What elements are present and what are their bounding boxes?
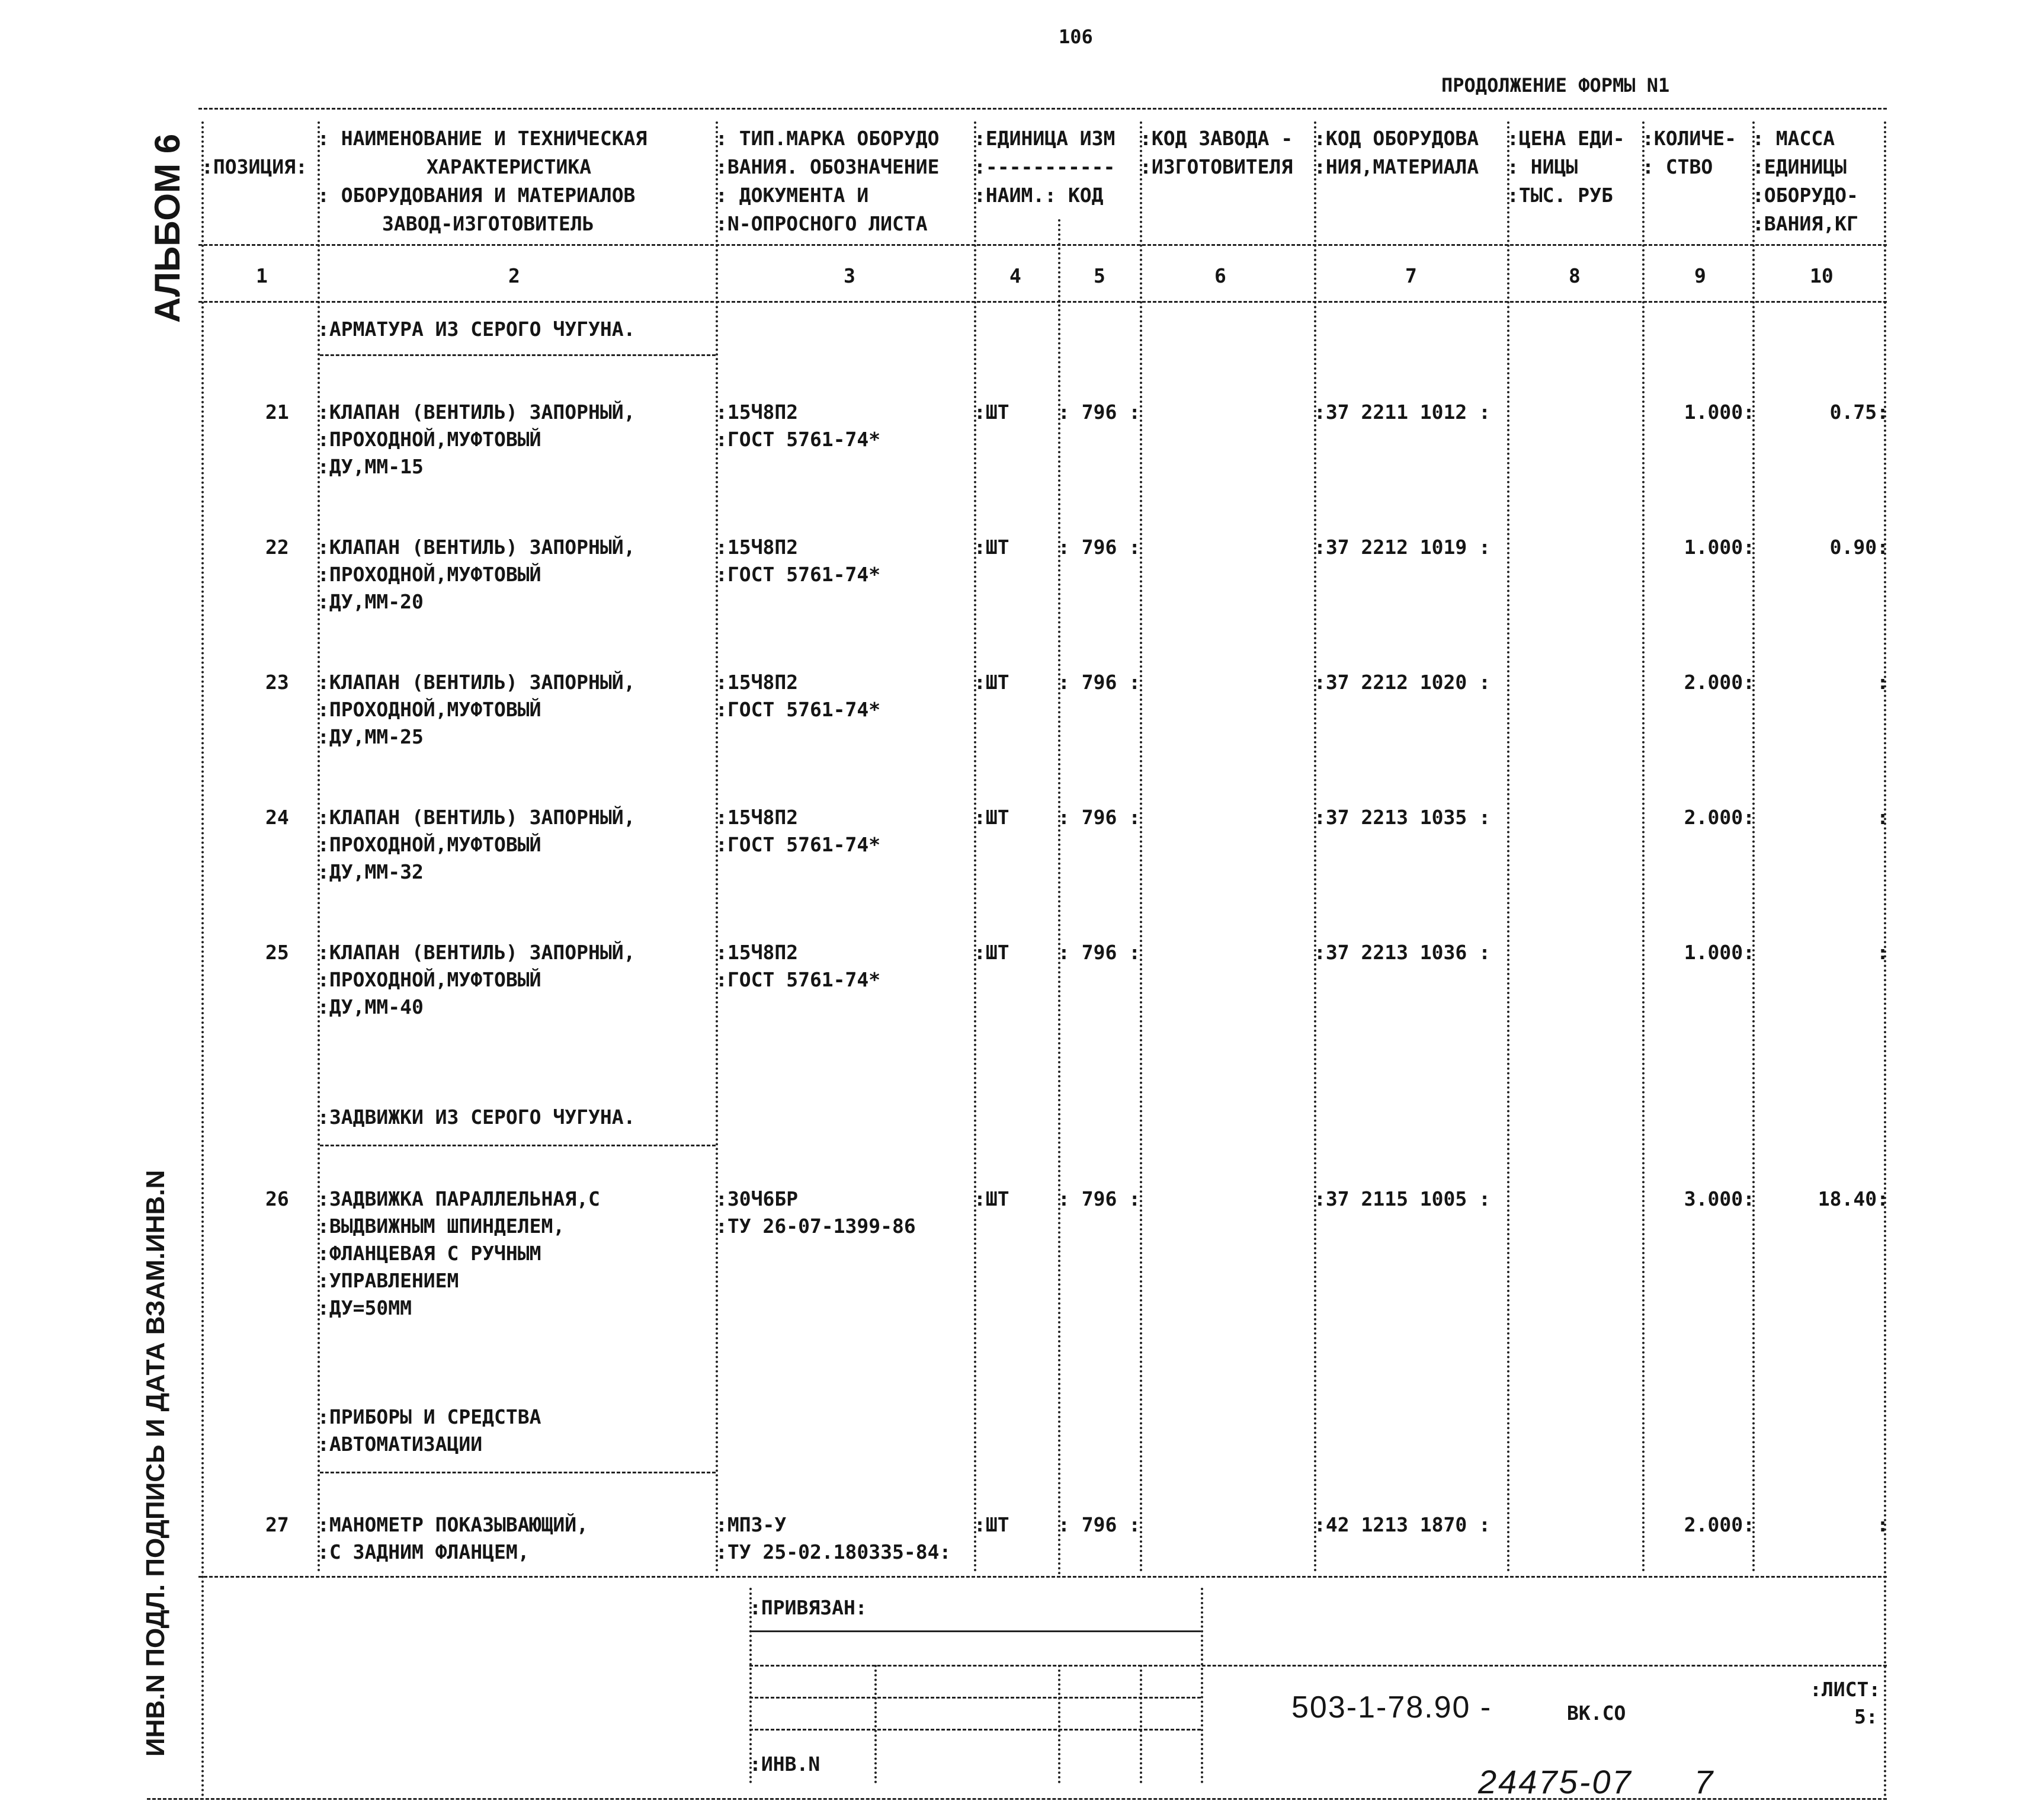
col7-border [1314, 121, 1316, 1573]
header-col2-line2: ХАРАКТЕРИСТИКА [427, 155, 592, 178]
stamp-line [749, 1630, 1201, 1632]
header-col7-line1: :КОД ОБОРУДОВА [1314, 127, 1479, 150]
row-21-name-1: :КЛАПАН (ВЕНТИЛЬ) ЗАПОРНЫЙ, [318, 400, 636, 424]
stamp-inv-label: :ИНВ.N [749, 1752, 820, 1776]
stamp-grid-line [749, 1697, 1201, 1699]
header-col6-line2: :ИЗГОТОВИТЕЛЯ [1140, 155, 1293, 178]
header-col10-line2: :ЕДИНИЦЫ [1752, 155, 1847, 178]
row-27-name-2: :С ЗАДНИМ ФЛАНЦЕМ, [318, 1540, 530, 1563]
row-24-type-1: :15Ч8П2 [716, 806, 799, 829]
row-23-name-1: :КЛАПАН (ВЕНТИЛЬ) ЗАПОРНЫЙ, [318, 671, 636, 694]
section-title-line-2: :АВТОМАТИЗАЦИИ [318, 1433, 483, 1456]
col9-border [1642, 121, 1645, 1573]
side-stamp-label: ИНВ.N ПОДЛ. ПОДПИСЬ И ДАТА ВЗАМ.ИНВ.N [141, 1169, 170, 1757]
handwritten-number: 24475-07 [1478, 1763, 1633, 1800]
col4-border [974, 121, 976, 1573]
row-21-code: : 796 : [1058, 400, 1141, 424]
header-divider [198, 244, 1887, 246]
row-23-name-3: :ДУ,ММ-25 [318, 725, 424, 748]
row-23-mass: : [1877, 671, 1889, 694]
col-number-1: 1 [256, 264, 268, 287]
row-26-pos: 26 [265, 1187, 289, 1210]
row-25-equip-code: :37 2213 1036 : [1314, 941, 1491, 964]
col-number-5: 5 [1094, 264, 1105, 287]
col-number-4: 4 [1009, 264, 1021, 287]
row-21-unit: :ШТ [974, 400, 1009, 424]
stamp-divider [1201, 1588, 1203, 1783]
row-27-mass: : [1877, 1513, 1889, 1536]
row-26-equip-code: :37 2115 1005 : [1314, 1187, 1491, 1210]
row-22-equip-code: :37 2212 1019 : [1314, 536, 1491, 559]
page-number: 106 [1059, 25, 1093, 48]
stamp-divider [874, 1665, 877, 1783]
row-26-unit: :ШТ [974, 1187, 1009, 1210]
header-col3-line2: :ВАНИЯ. ОБОЗНАЧЕНИЕ [716, 155, 940, 178]
row-26-name-2: :ВЫДВИЖНЫМ ШПИНДЕЛЕМ, [318, 1215, 565, 1238]
row-22-unit: :ШТ [974, 536, 1009, 559]
row-26-name-1: :ЗАДВИЖКА ПАРАЛЛЕЛЬНАЯ,С [318, 1187, 600, 1210]
row-22-pos: 22 [265, 536, 289, 559]
stamp-top-line [198, 1576, 1887, 1578]
section-title: :ЗАДВИЖКИ ИЗ СЕРОГО ЧУГУНА. [318, 1106, 636, 1129]
header-col6-line1: :КОД ЗАВОДА - [1140, 127, 1293, 150]
row-26-name-5: :ДУ=50ММ [318, 1296, 412, 1319]
row-27-type-2: :ТУ 25-02.180335-84: [716, 1540, 951, 1563]
row-22-type-1: :15Ч8П2 [716, 536, 799, 559]
section-underline [320, 1145, 716, 1146]
row-23-type-1: :15Ч8П2 [716, 671, 799, 694]
header-col45-line3: :НАИМ.: КОД [974, 184, 1104, 207]
row-21-name-3: :ДУ,ММ-15 [318, 455, 424, 478]
row-25-type-1: :15Ч8П2 [716, 941, 799, 964]
stamp-divider [1058, 1665, 1060, 1783]
row-25-name-3: :ДУ,ММ-40 [318, 995, 424, 1018]
col10-border [1752, 121, 1755, 1573]
row-24-mass: : [1877, 806, 1889, 829]
row-27-name-1: :МАНОМЕТР ПОКАЗЫВАЮЩИЙ, [318, 1513, 588, 1536]
col6-border [1140, 121, 1142, 1573]
header-col3-line4: :N-ОПРОСНОГО ЛИСТА [716, 212, 928, 235]
row-23-code: : 796 : [1058, 671, 1141, 694]
row-23-qty: 2.000: [1684, 671, 1755, 694]
document-code: 503-1-78.90 - [1291, 1690, 1492, 1725]
row-25-name-1: :КЛАПАН (ВЕНТИЛЬ) ЗАПОРНЫЙ, [318, 941, 636, 964]
row-27-pos: 27 [265, 1513, 289, 1536]
stamp-divider [1140, 1665, 1142, 1783]
row-26-code: : 796 : [1058, 1187, 1141, 1210]
row-26-name-3: :ФЛАНЦЕВАЯ С РУЧНЫМ [318, 1242, 541, 1265]
row-24-code: : 796 : [1058, 806, 1141, 829]
row-26-type-2: :ТУ 26-07-1399-86 [716, 1215, 916, 1238]
row-21-type-2: :ГОСТ 5761-74* [716, 428, 881, 451]
sheet-label: :ЛИСТ: [1810, 1678, 1881, 1701]
header-col10-line4: :ВАНИЯ,КГ [1752, 212, 1858, 235]
header-col10-line1: : МАССА [1752, 127, 1835, 150]
col-number-9: 9 [1694, 264, 1706, 287]
row-25-name-2: :ПРОХОДНОЙ,МУФТОВЫЙ [318, 968, 541, 991]
header-col1: :ПОЗИЦИЯ: [201, 155, 307, 178]
header-col3-line3: : ДОКУМЕНТА И [716, 184, 869, 207]
col-number-10: 10 [1810, 264, 1834, 287]
section-title: :АРМАТУРА ИЗ СЕРОГО ЧУГУНА. [318, 318, 636, 341]
header-col9-line2: : СТВО [1642, 155, 1713, 178]
header-col9-line1: :КОЛИЧЕ- [1642, 127, 1736, 150]
row-22-mass: 0.90: [1829, 536, 1889, 559]
row-26-type-1: :30Ч6БР [716, 1187, 799, 1210]
row-24-name-1: :КЛАПАН (ВЕНТИЛЬ) ЗАПОРНЫЙ, [318, 806, 636, 829]
header-col45-line1: :ЕДИНИЦА ИЗМ [974, 127, 1116, 150]
row-21-mass: 0.75: [1829, 400, 1889, 424]
document-code-suffix: ВК.СО [1567, 1702, 1626, 1725]
header-col10-line3: :ОБОРУДО- [1752, 184, 1858, 207]
row-27-equip-code: :42 1213 1870 : [1314, 1513, 1491, 1536]
row-22-name-2: :ПРОХОДНОЙ,МУФТОВЫЙ [318, 563, 541, 586]
row-23-pos: 23 [265, 671, 289, 694]
row-25-mass: : [1877, 941, 1889, 964]
col-number-2: 2 [508, 264, 520, 287]
row-21-equip-code: :37 2211 1012 : [1314, 400, 1491, 424]
row-23-equip-code: :37 2212 1020 : [1314, 671, 1491, 694]
row-22-type-2: :ГОСТ 5761-74* [716, 563, 881, 586]
section-underline [320, 1472, 716, 1473]
row-24-qty: 2.000: [1684, 806, 1755, 829]
row-27-qty: 2.000: [1684, 1513, 1755, 1536]
header-col8-line1: :ЦЕНА ЕДИ- [1507, 127, 1625, 150]
sheet-number: 5: [1854, 1705, 1878, 1728]
header-col2-line1: : НАИМЕНОВАНИЕ И ТЕХНИЧЕСКАЯ [318, 127, 648, 150]
row-22-name-1: :КЛАПАН (ВЕНТИЛЬ) ЗАПОРНЫЙ, [318, 536, 636, 559]
header-col8-line2: : НИЦЫ [1507, 155, 1578, 178]
row-21-qty: 1.000: [1684, 400, 1755, 424]
row-25-type-2: :ГОСТ 5761-74* [716, 968, 881, 991]
row-27-unit: :ШТ [974, 1513, 1009, 1536]
row-22-qty: 1.000: [1684, 536, 1755, 559]
col-number-3: 3 [844, 264, 855, 287]
row-25-qty: 1.000: [1684, 941, 1755, 964]
row-22-code: : 796 : [1058, 536, 1141, 559]
header-col7-line2: :НИЯ,МАТЕРИАЛА [1314, 155, 1479, 178]
row-26-name-4: :УПРАВЛЕНИЕМ [318, 1269, 459, 1292]
row-21-type-1: :15Ч8П2 [716, 400, 799, 424]
row-25-pos: 25 [265, 941, 289, 964]
row-21-name-2: :ПРОХОДНОЙ,МУФТОВЫЙ [318, 428, 541, 451]
col-number-7: 7 [1405, 264, 1417, 287]
header-col2-line3: : ОБОРУДОВАНИЯ И МАТЕРИАЛОВ [318, 184, 636, 207]
left-border [201, 121, 204, 1798]
header-col45-line2: :----------- [974, 155, 1116, 178]
col8-border [1507, 121, 1509, 1573]
row-23-type-2: :ГОСТ 5761-74* [716, 698, 881, 721]
handwritten-digit: 7 [1694, 1763, 1715, 1800]
row-24-unit: :ШТ [974, 806, 1009, 829]
album-label: АЛЬБОМ 6 [148, 133, 187, 323]
row-27-code: : 796 : [1058, 1513, 1141, 1536]
section-underline [320, 354, 716, 356]
row-26-mass: 18.40: [1818, 1187, 1889, 1210]
row-21-pos: 21 [265, 400, 289, 424]
header-col3-line1: : ТИП.МАРКА ОБОРУДО [716, 127, 940, 150]
header-col2-line4: ЗАВОД-ИЗГОТОВИТЕЛЬ [382, 212, 594, 235]
row-25-unit: :ШТ [974, 941, 1009, 964]
row-24-pos: 24 [265, 806, 289, 829]
header-col8-line3: :ТЫС. РУБ [1507, 184, 1613, 207]
row-24-name-3: :ДУ,ММ-32 [318, 860, 424, 883]
form-title: ПРОДОЛЖЕНИЕ ФОРМЫ N1 [1441, 74, 1670, 97]
row-25-code: : 796 : [1058, 941, 1141, 964]
row-24-name-2: :ПРОХОДНОЙ,МУФТОВЫЙ [318, 833, 541, 856]
row-23-unit: :ШТ [974, 671, 1009, 694]
stamp-grid-line [749, 1729, 1201, 1731]
row-26-qty: 3.000: [1684, 1187, 1755, 1210]
table-top-line [198, 108, 1887, 110]
row-24-equip-code: :37 2213 1035 : [1314, 806, 1491, 829]
numbers-divider [198, 301, 1887, 303]
row-27-type-1: :МП3-У [716, 1513, 787, 1536]
row-22-name-3: :ДУ,ММ-20 [318, 590, 424, 613]
stamp-grid-line [749, 1665, 1887, 1667]
col-number-6: 6 [1214, 264, 1226, 287]
row-24-type-2: :ГОСТ 5761-74* [716, 833, 881, 856]
row-23-name-2: :ПРОХОДНОЙ,МУФТОВЫЙ [318, 698, 541, 721]
section-title-line-1: :ПРИБОРЫ И СРЕДСТВА [318, 1405, 541, 1428]
stamp-bound-label: :ПРИВЯЗАН: [749, 1596, 867, 1619]
col-number-8: 8 [1569, 264, 1581, 287]
